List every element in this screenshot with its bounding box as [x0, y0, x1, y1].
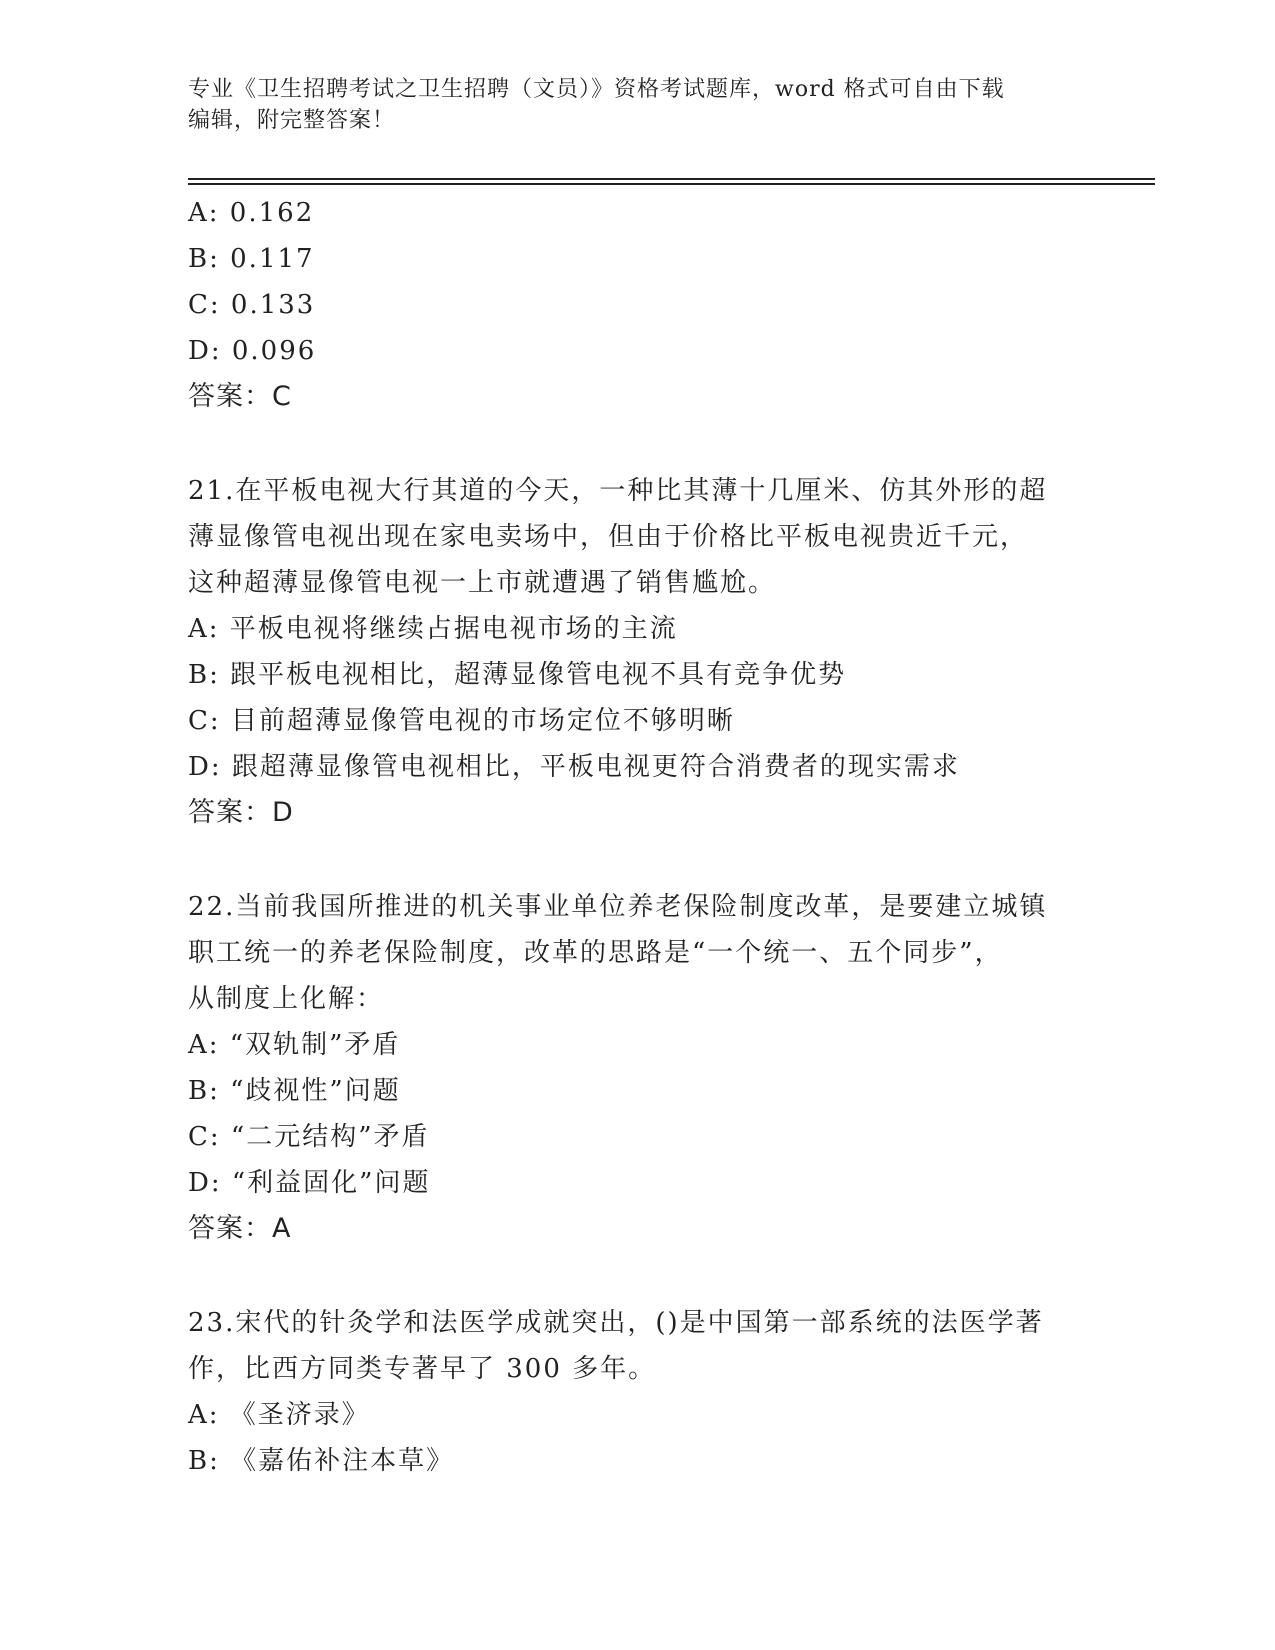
- question-stem-line: 作，比西方同类专著早了 300 多年。: [188, 1354, 657, 1384]
- question-23: [188, 1300, 1088, 1484]
- option-a: A: 《圣济录》: [188, 1400, 370, 1430]
- question-stem-line: 这种超薄显像管电视一上市就遭遇了销售尴尬。: [188, 568, 777, 598]
- option-c: C: 目前超薄显像管电视的市场定位不够明晰: [188, 706, 735, 736]
- option-b: B: 0.117: [188, 244, 315, 274]
- option-a: A: 平板电视将继续占据电视市场的主流: [188, 614, 678, 644]
- header-line-1: 专业《卫生招聘考试之卫生招聘（文员）》资格考试题库，word 格式可自由下载: [188, 77, 1005, 102]
- header-divider-bottom: [188, 183, 1155, 185]
- answer-line: 答案：D: [188, 797, 294, 828]
- question-list: [188, 190, 1088, 1484]
- spacer: [188, 420, 1088, 468]
- option-d: D: “利益固化”问题: [188, 1168, 431, 1198]
- option-c: C: 0.133: [188, 290, 316, 320]
- question-21: [188, 468, 1088, 836]
- question-stem-line: 职工统一的养老保险制度，改革的思路是“一个统一、五个同步”，: [188, 938, 1003, 968]
- option-d: D: 跟超薄显像管电视相比，平板电视更符合消费者的现实需求: [188, 752, 960, 782]
- answer-line: 答案：C: [188, 381, 292, 412]
- spacer: [188, 836, 1088, 884]
- question-22: [188, 884, 1088, 1252]
- option-d: D: 0.096: [188, 336, 317, 366]
- option-a: A: 0.162: [188, 198, 315, 228]
- question-stem-line: 23.宋代的针灸学和法医学成就突出，()是中国第一部系统的法医学著: [188, 1308, 1044, 1338]
- question-stem-line: 薄显像管电视出现在家电卖场中，但由于价格比平板电视贵近千元，: [188, 522, 1029, 552]
- option-b: B: 跟平板电视相比，超薄显像管电视不具有竞争优势: [188, 660, 847, 690]
- question-stem-line: 21.在平板电视大行其道的今天，一种比其薄十几厘米、仿其外形的超: [188, 476, 1048, 506]
- header-line-2: 编辑，附完整答案！: [188, 108, 396, 133]
- header-divider-top: [188, 178, 1155, 180]
- option-b: B: 《嘉佑补注本草》: [188, 1446, 455, 1476]
- answer-line: 答案：A: [188, 1213, 292, 1244]
- question-stem-line: 22.当前我国所推进的机关事业单位养老保险制度改革，是要建立城镇: [188, 892, 1048, 922]
- question-20: [188, 190, 1088, 420]
- document-header: [188, 74, 1088, 136]
- option-c: C: “二元结构”矛盾: [188, 1122, 430, 1152]
- option-a: A: “双轨制”矛盾: [188, 1030, 401, 1060]
- spacer: [188, 1252, 1088, 1300]
- question-stem-line: 从制度上化解：: [188, 984, 385, 1014]
- option-b: B: “歧视性”问题: [188, 1076, 401, 1106]
